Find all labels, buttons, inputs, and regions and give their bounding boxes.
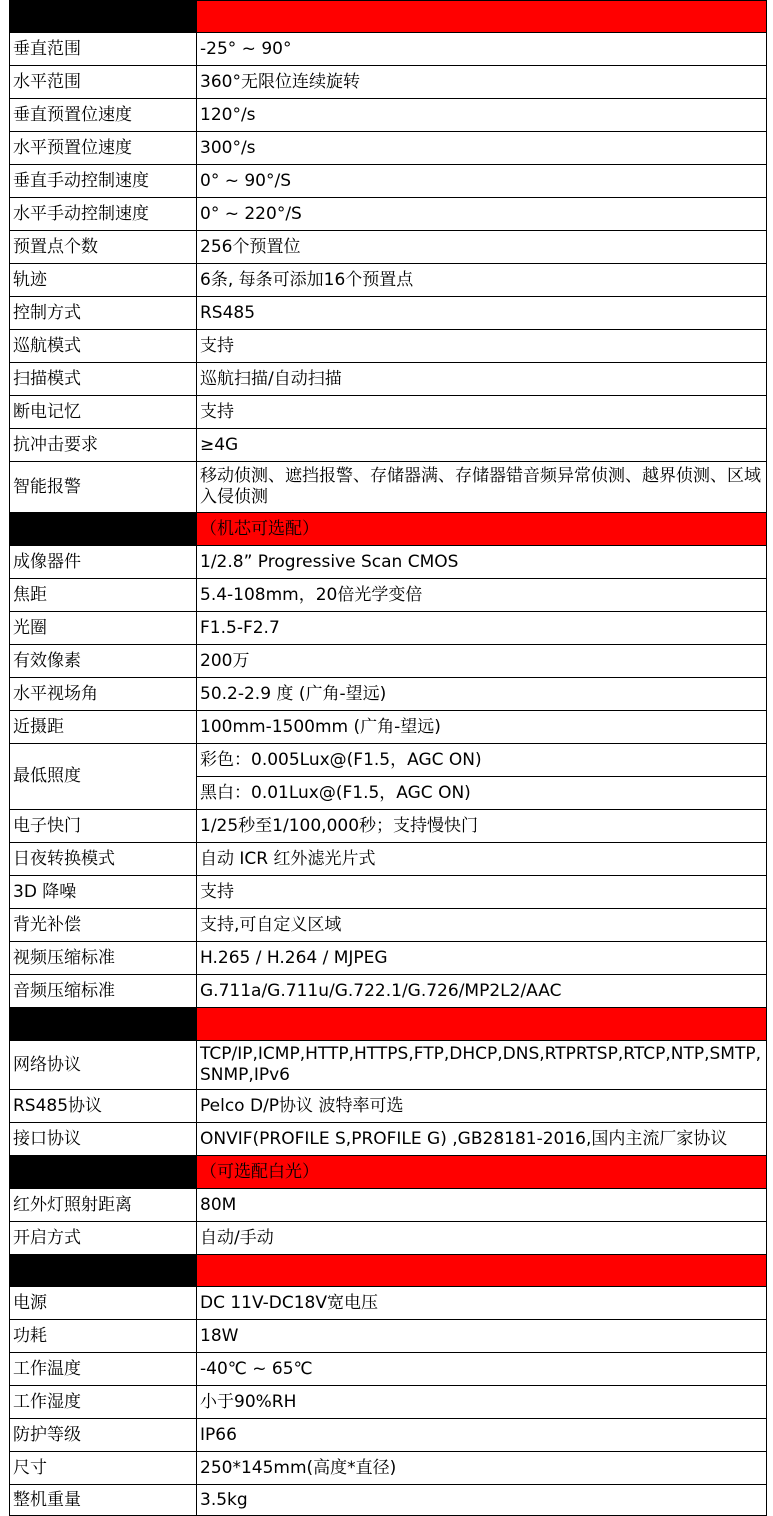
spec-label: 日夜转换模式 <box>10 843 197 876</box>
spec-label: 红外灯照射距离 <box>10 1189 197 1222</box>
section-title: 云台性能 <box>10 1 197 33</box>
spec-value: H.265 / H.264 / MJPEG <box>197 942 767 975</box>
spec-row <box>10 264 767 297</box>
spec-value: F1.5-F2.7 <box>197 612 767 645</box>
spec-label: 功耗 <box>10 1320 197 1353</box>
spec-row <box>10 612 767 645</box>
spec-row <box>10 579 767 612</box>
spec-row <box>10 744 767 777</box>
spec-value: 支持 <box>197 876 767 909</box>
spec-label: 抗冲击要求 <box>10 429 197 462</box>
spec-row <box>10 1041 767 1090</box>
spec-label: 近摄距 <box>10 711 197 744</box>
spec-row <box>10 1222 767 1255</box>
spec-row <box>10 165 767 198</box>
spec-row <box>10 546 767 579</box>
spec-row <box>10 1452 767 1485</box>
spec-row <box>10 711 767 744</box>
spec-value: TCP/IP,ICMP,HTTP,HTTPS,FTP,DHCP,DNS,RTPRTSP,RTCP,NTP,SMTP,SNMP,IPv6 <box>197 1041 767 1090</box>
spec-value: 80M <box>197 1189 767 1222</box>
spec-row <box>10 330 767 363</box>
spec-value: 支持,可自定义区域 <box>197 909 767 942</box>
spec-label: 焦距 <box>10 579 197 612</box>
spec-row <box>10 99 767 132</box>
spec-value: 支持 <box>197 330 767 363</box>
spec-label: 工作温度 <box>10 1353 197 1386</box>
spec-value: G.711a/G.711u/G.722.1/G.726/MP2L2/AAC <box>197 975 767 1008</box>
section-header-row <box>10 1255 767 1287</box>
spec-row <box>10 975 767 1008</box>
spec-value: 小于90%RH <box>197 1386 767 1419</box>
spec-label: 电子快门 <box>10 810 197 843</box>
spec-value: 3.5kg <box>197 1485 767 1516</box>
spec-row <box>10 1419 767 1452</box>
spec-value: IP66 <box>197 1419 767 1452</box>
section-title: 红外灯补光 <box>10 1156 197 1189</box>
spec-value: 18W <box>197 1320 767 1353</box>
spec-row <box>10 678 767 711</box>
spec-value: -25° ~ 90° <box>197 33 767 66</box>
section-note: （机芯可选配） <box>197 513 767 546</box>
spec-label: RS485协议 <box>10 1090 197 1123</box>
spec-value: 50.2-2.9 度 (广角-望远) <box>197 678 767 711</box>
spec-label: 水平预置位速度 <box>10 132 197 165</box>
spec-row <box>10 33 767 66</box>
spec-label: 工作湿度 <box>10 1386 197 1419</box>
spec-label: 垂直范围 <box>10 33 197 66</box>
spec-value: 黑白：0.01Lux@(F1.5，AGC ON) <box>197 777 767 810</box>
spec-label: 有效像素 <box>10 645 197 678</box>
spec-value: 1/25秒至1/100,000秒；支持慢快门 <box>197 810 767 843</box>
section-note <box>197 1255 767 1287</box>
spec-row <box>10 876 767 909</box>
spec-value: 移动侦测、遮挡报警、存储器满、存储器错音频异常侦测、越界侦测、区域入侵侦测 <box>197 462 767 513</box>
spec-label: 控制方式 <box>10 297 197 330</box>
spec-label: 接口协议 <box>10 1123 197 1156</box>
spec-label: 水平手动控制速度 <box>10 198 197 231</box>
spec-value: 6条, 每条可添加16个预置点 <box>197 264 767 297</box>
spec-label: 垂直预置位速度 <box>10 99 197 132</box>
section-note <box>197 1008 767 1041</box>
spec-label: 视频压缩标准 <box>10 942 197 975</box>
spec-label: 背光补偿 <box>10 909 197 942</box>
spec-value: 支持 <box>197 396 767 429</box>
spec-row <box>10 231 767 264</box>
spec-label: 轨迹 <box>10 264 197 297</box>
spec-label: 巡航模式 <box>10 330 197 363</box>
section-title: 系统参数 <box>10 1255 197 1287</box>
spec-label: 开启方式 <box>10 1222 197 1255</box>
spec-value: 360°无限位连续旋转 <box>197 66 767 99</box>
section-header-row <box>10 1156 767 1189</box>
spec-label: 扫描模式 <box>10 363 197 396</box>
spec-label: 断电记忆 <box>10 396 197 429</box>
spec-row <box>10 1090 767 1123</box>
spec-label: 最低照度 <box>10 744 197 810</box>
spec-value: DC 11V-DC18V宽电压 <box>197 1287 767 1320</box>
spec-row <box>10 810 767 843</box>
spec-row <box>10 645 767 678</box>
section-note: （可选配白光） <box>197 1156 767 1189</box>
spec-row <box>10 396 767 429</box>
spec-label: 水平范围 <box>10 66 197 99</box>
spec-row <box>10 1353 767 1386</box>
spec-label: 音频压缩标准 <box>10 975 197 1008</box>
spec-table-body <box>10 1 767 1516</box>
spec-label: 防护等级 <box>10 1419 197 1452</box>
spec-row <box>10 1386 767 1419</box>
spec-row <box>10 942 767 975</box>
spec-row <box>10 1123 767 1156</box>
spec-row <box>10 1189 767 1222</box>
spec-label: 水平视场角 <box>10 678 197 711</box>
spec-row <box>10 843 767 876</box>
spec-label: 尺寸 <box>10 1452 197 1485</box>
spec-value: 120°/s <box>197 99 767 132</box>
spec-label: 智能报警 <box>10 462 197 513</box>
spec-value: 300°/s <box>197 132 767 165</box>
spec-label: 垂直手动控制速度 <box>10 165 197 198</box>
spec-table <box>9 0 767 1516</box>
spec-label: 成像器件 <box>10 546 197 579</box>
spec-value: 256个预置位 <box>197 231 767 264</box>
section-title: 网络和通信功能 <box>10 1008 197 1041</box>
spec-row <box>10 363 767 396</box>
spec-value: 5.4-108mm，20倍光学变倍 <box>197 579 767 612</box>
section-title: 可见光成像 <box>10 513 197 546</box>
spec-value: -40℃ ~ 65℃ <box>197 1353 767 1386</box>
spec-label: 3D 降噪 <box>10 876 197 909</box>
spec-value: 100mm-1500mm (广角-望远) <box>197 711 767 744</box>
spec-row <box>10 429 767 462</box>
spec-value: 250*145mm(高度*直径) <box>197 1452 767 1485</box>
spec-label: 电源 <box>10 1287 197 1320</box>
section-header-row <box>10 1008 767 1041</box>
spec-value: 0° ~ 220°/S <box>197 198 767 231</box>
spec-label: 网络协议 <box>10 1041 197 1090</box>
spec-value: RS485 <box>197 297 767 330</box>
spec-value: 200万 <box>197 645 767 678</box>
spec-value: 0° ~ 90°/S <box>197 165 767 198</box>
spec-value: Pelco D/P协议 波特率可选 <box>197 1090 767 1123</box>
spec-label: 预置点个数 <box>10 231 197 264</box>
spec-value: 自动 ICR 红外滤光片式 <box>197 843 767 876</box>
spec-row <box>10 66 767 99</box>
spec-value: 自动/手动 <box>197 1222 767 1255</box>
spec-row <box>10 132 767 165</box>
section-header-row <box>10 513 767 546</box>
spec-value: 1/2.8” Progressive Scan CMOS <box>197 546 767 579</box>
spec-row <box>10 1287 767 1320</box>
spec-row <box>10 462 767 513</box>
spec-row <box>10 909 767 942</box>
section-header-row <box>10 1 767 33</box>
spec-value: 彩色：0.005Lux@(F1.5，AGC ON) <box>197 744 767 777</box>
spec-value: 巡航扫描/自动扫描 <box>197 363 767 396</box>
spec-value: ONVIF(PROFILE S,PROFILE G) ,GB28181-2016,国内主流厂家协议 <box>197 1123 767 1156</box>
spec-row <box>10 198 767 231</box>
spec-row <box>10 1320 767 1353</box>
spec-label: 整机重量 <box>10 1485 197 1516</box>
spec-value: ≥4G <box>197 429 767 462</box>
spec-row <box>10 1485 767 1516</box>
section-note <box>197 1 767 33</box>
spec-row <box>10 297 767 330</box>
spec-label: 光圈 <box>10 612 197 645</box>
